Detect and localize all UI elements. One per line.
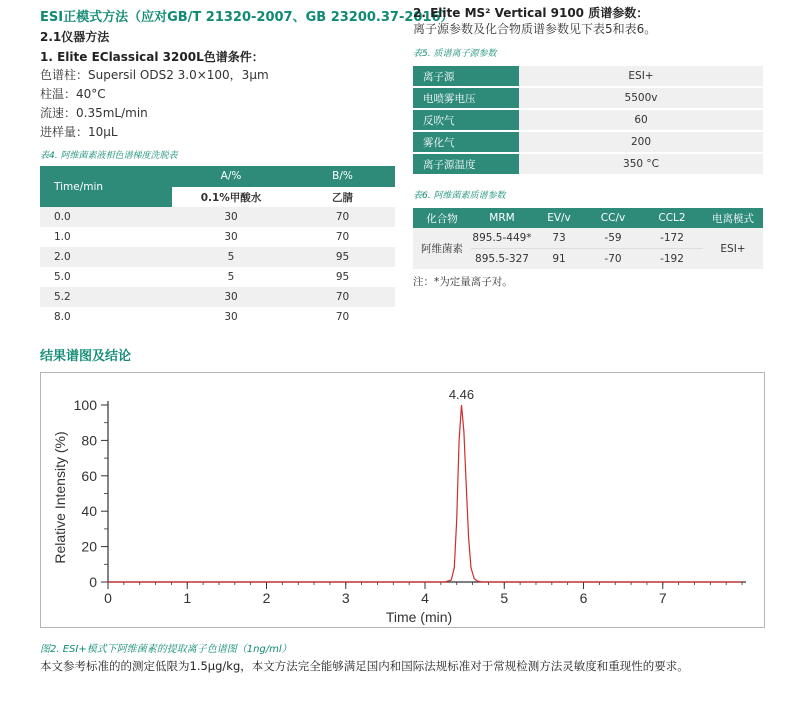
x-tick-label: 6 — [579, 590, 588, 606]
section-title: ESI正模式方法（应对GB/T 21320-2007、GB 23200.37-2016） — [40, 10, 454, 25]
conclusion-text: 本文参考标准的的测定低限为1.5µg/kg，本文方法完全能够满足国内和国际法规标准对于常规检测方法灵敏度和重现性的要求。 — [40, 659, 689, 673]
y-tick-label: 0 — [89, 574, 97, 590]
table-row: 1.0 30 70 — [40, 227, 395, 247]
y-tick-label: 20 — [81, 538, 97, 555]
table-row: 离子源温度 350 °C — [413, 153, 763, 174]
col-ev: EV/v — [533, 208, 585, 228]
table-row: 反吹气 60 — [413, 109, 763, 131]
y-tick-label: 80 — [81, 432, 97, 449]
chromatogram-frame — [40, 372, 765, 628]
table4-caption: 表4. 阿维菌素液相色谱梯度洗脱表 — [40, 151, 178, 161]
lc-conditions — [40, 66, 269, 142]
gradient-table — [40, 166, 395, 327]
table6-caption: 表6. 阿维菌素质谱参数 — [413, 191, 506, 201]
table-note: 注：*为定量离子对。 — [413, 276, 513, 288]
col-compound: 化合物 — [413, 208, 471, 228]
x-tick-label: 3 — [341, 590, 350, 606]
table-row: 离子源 ESI+ — [413, 66, 763, 87]
condition-column: 色谱柱：Supersil ODS2 3.0×100，3µm — [40, 68, 269, 82]
y-tick-label: 40 — [81, 503, 97, 520]
x-axis-label: Time (min) — [385, 609, 453, 625]
table-row: 0.0 30 70 — [40, 207, 395, 227]
condition-flow: 流速：0.35mL/min — [40, 106, 148, 120]
table-row: 5.2 30 70 — [40, 287, 395, 307]
x-tick-label: 1 — [183, 590, 192, 606]
x-tick-label: 7 — [658, 590, 667, 606]
figure-caption: 图2. ESI+模式下阿维菌素的提取离子色谱图（1ng/ml） — [40, 644, 292, 655]
chromatogram-chart — [41, 373, 764, 627]
x-tick-label: 0 — [104, 590, 112, 606]
table-row: 阿维菌素 895.5-449* 73 -59 -172 ESI+ — [413, 228, 763, 249]
col-b-sub: 乙腈 — [290, 187, 395, 208]
col-ccl2: CCL2 — [641, 208, 703, 228]
y-tick-label: 100 — [73, 397, 97, 413]
results-title: 结果谱图及结论 — [40, 349, 132, 364]
ms-intro: 离子源参数及化合物质谱参数见下表5和表6。 — [413, 22, 657, 36]
table-row: 895.5-327 91 -70 -192 — [413, 249, 763, 270]
col-a: A/% — [172, 166, 290, 187]
ms-heading: 2. Elite MS² Vertical 9100 质谱参数： — [413, 6, 649, 20]
col-mrm: MRM — [471, 208, 533, 228]
ionization-mode: ESI+ — [703, 228, 763, 269]
condition-injection: 进样量：10µL — [40, 125, 118, 139]
subsection-title: 2.1仪器方法 — [40, 30, 110, 44]
col-time: Time/min — [40, 166, 172, 207]
y-tick-label: 60 — [81, 467, 97, 484]
x-tick-label: 2 — [262, 590, 271, 606]
ms-params-table — [413, 208, 763, 269]
x-tick-label: 5 — [500, 590, 509, 606]
x-tick-label: 4 — [421, 590, 429, 606]
table-row: 电喷雾电压 5500v — [413, 87, 763, 109]
peak-label: 4.46 — [448, 387, 475, 402]
col-a-sub: 0.1%甲酸水 — [172, 187, 290, 208]
table-row: 8.0 30 70 — [40, 307, 395, 327]
table-row: 2.0 5 95 — [40, 247, 395, 267]
col-b: B/% — [290, 166, 395, 187]
condition-temp: 柱温：40°C — [40, 87, 106, 101]
table-row: 雾化气 200 — [413, 131, 763, 153]
table-row: 5.0 5 95 — [40, 267, 395, 287]
table5-caption: 表5. 质谱离子源参数 — [413, 49, 497, 59]
compound-name: 阿维菌素 — [413, 228, 471, 269]
y-axis-label: Relative Intensity (%) — [52, 431, 68, 564]
lc-heading: 1. Elite EClassical 3200L色谱条件： — [40, 50, 264, 64]
col-cc: CC/v — [585, 208, 641, 228]
col-mode: 电离模式 — [703, 208, 763, 228]
ion-source-table — [413, 66, 763, 174]
series-line — [108, 405, 742, 582]
